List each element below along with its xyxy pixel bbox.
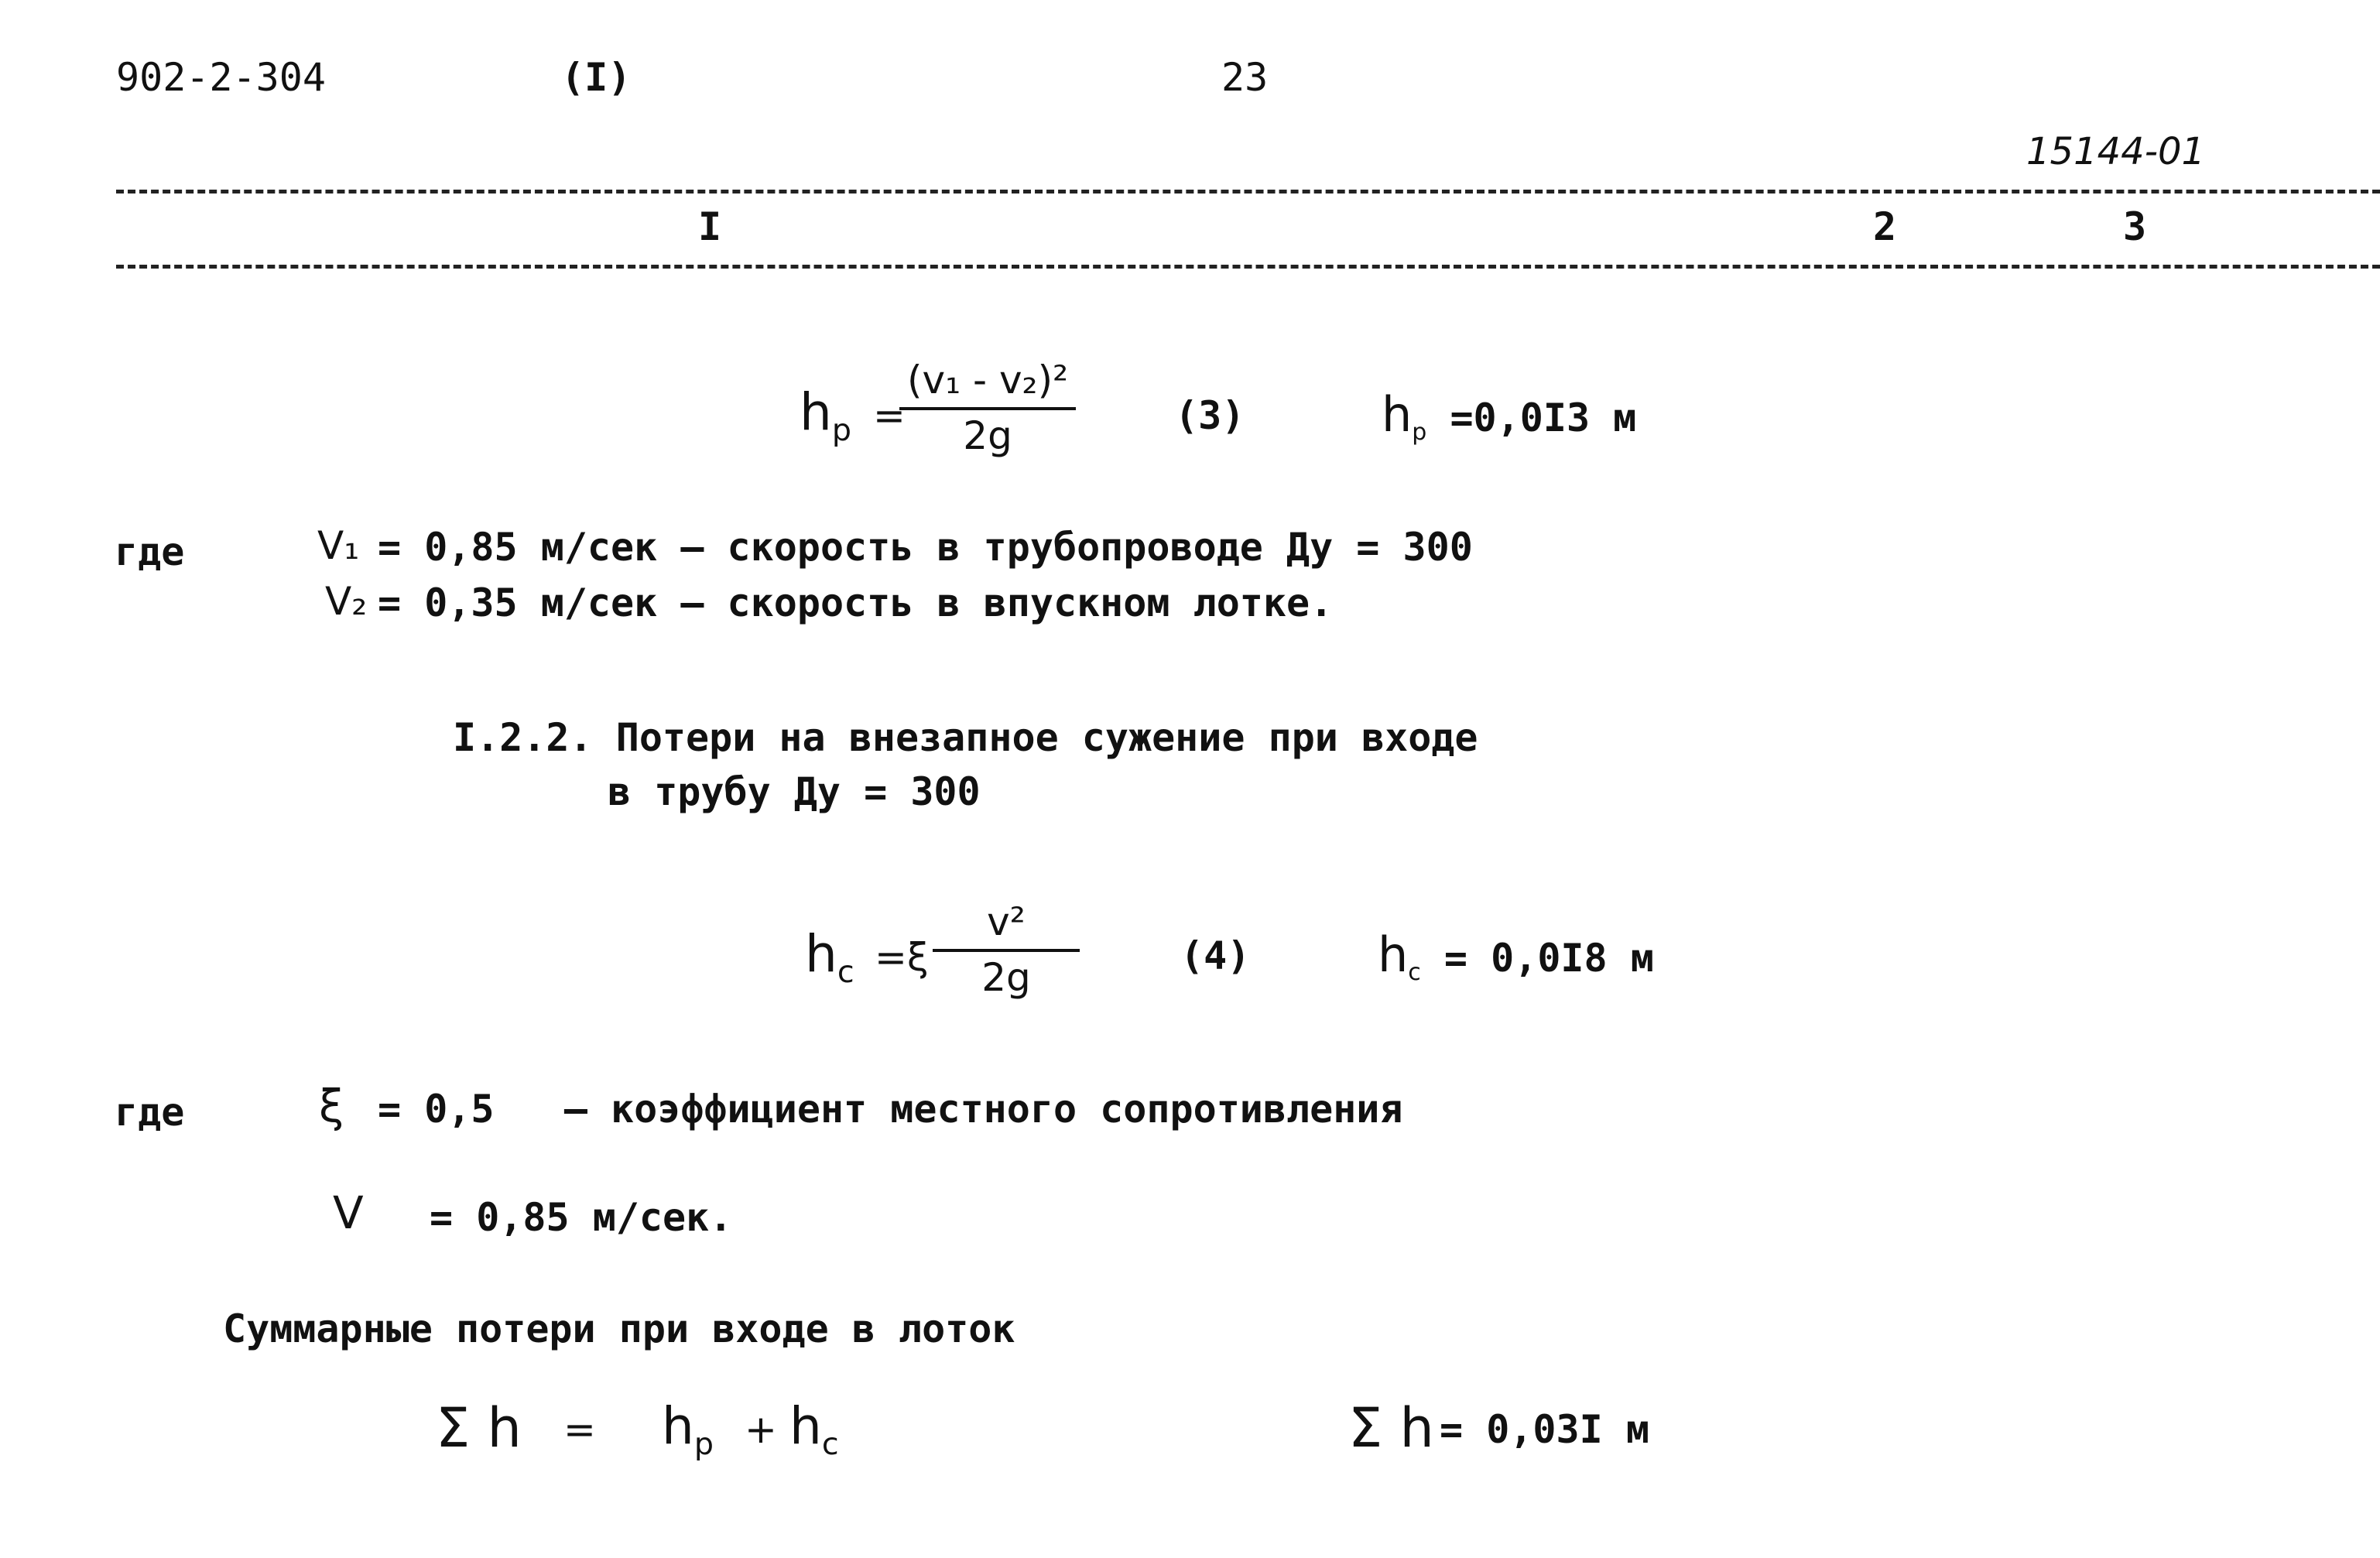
where-label-1: где	[115, 529, 185, 574]
formula-4-denominator: 2g	[981, 955, 1031, 1000]
summary-term-1: $h_р$	[662, 1396, 714, 1463]
summary-term-2: $h_с$	[789, 1396, 839, 1463]
formula-4-numerator: v²	[987, 899, 1026, 944]
page-number: 23	[1221, 55, 1269, 100]
formula-3-numerator: (v₁ - v₂)²	[907, 358, 1069, 402]
formula-3-denominator: 2g	[963, 413, 1012, 458]
column-1-label: I	[698, 204, 722, 249]
summary-title: Суммарные потери при входе в лоток	[223, 1306, 1015, 1351]
summary-plus: +	[745, 1407, 777, 1452]
formula-3-number: (3)	[1175, 393, 1245, 438]
section-heading-line-2: в трубу Ду = 300	[608, 769, 981, 814]
bottom-dashed-rule	[116, 265, 2380, 269]
where-1-var-2: V₂	[325, 579, 368, 624]
where-2-text-1: = 0,5 – коэффициент местного сопротивления	[378, 1087, 1403, 1132]
section-heading-line-1: I.2.2. Потери на внезапное сужение при входе	[453, 715, 1478, 760]
where-1-text-2: = 0,35 м/сек – скорость в впускном лотке.	[378, 580, 1334, 625]
formula-3-result: $h_р =0,0I3$ м	[1382, 386, 1637, 446]
formula-3-lhs: $h_р$	[800, 382, 851, 449]
summary-result-value: = 0,03I м	[1440, 1407, 1649, 1452]
formula-4-result: $h_с = 0,0I8$ м	[1378, 926, 1654, 986]
doc-code: 902-2-304	[116, 55, 326, 100]
formula-4-equals-xi: =ξ	[875, 935, 929, 980]
formula-4-number: (4)	[1180, 933, 1251, 978]
where-2-text-2: = 0,85 м/сек.	[430, 1195, 733, 1240]
handwritten-note: 15144-01	[2026, 130, 2206, 173]
summary-equals: =	[563, 1407, 596, 1452]
where-1-text-1: = 0,85 м/сек – скорость в трубопроводе Ду = 300	[378, 525, 1473, 570]
summary-result-lhs: Σ h	[1348, 1396, 1434, 1460]
column-3-label: 3	[2123, 204, 2147, 249]
formula-3-equals: =	[873, 393, 906, 438]
top-dashed-rule	[116, 190, 2380, 193]
formula-4-fraction	[933, 899, 1080, 1000]
column-2-label: 2	[1873, 204, 1897, 249]
where-1-var-1: V₁	[317, 523, 360, 568]
where-label-2: где	[115, 1090, 185, 1135]
part-number: (I)	[561, 55, 632, 100]
where-2-var-2: V	[333, 1186, 364, 1239]
summary-lhs: Σ h	[436, 1396, 522, 1460]
where-2-var-1: ξ	[319, 1080, 344, 1132]
formula-3-fraction	[899, 358, 1076, 458]
formula-4-lhs: $h_с$	[805, 924, 854, 991]
